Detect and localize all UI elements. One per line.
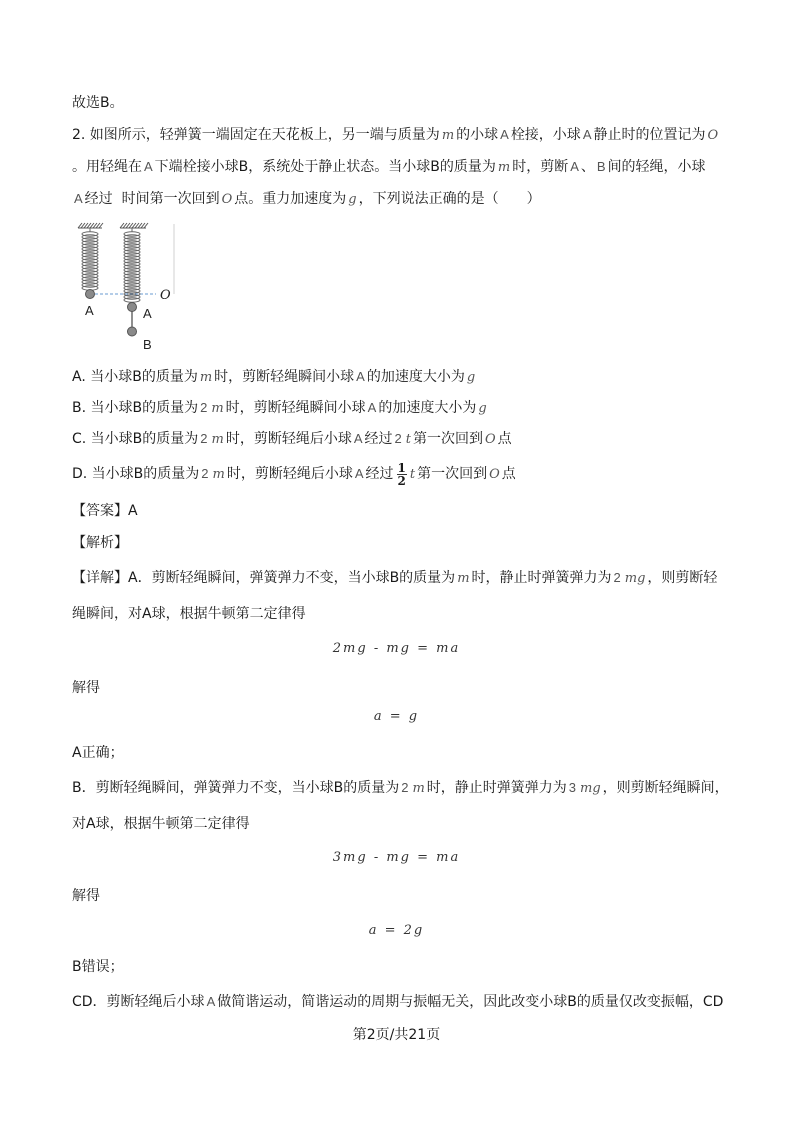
- text-run: 时，剪断轻绳瞬间小球: [225, 400, 366, 416]
- question-stem-line-2: [72, 157, 706, 178]
- text-run: 时，剪断轻绳后小球: [226, 466, 353, 482]
- fraction-numerator: 1: [397, 460, 406, 475]
- text-run: 间的轻绳，小球: [607, 159, 706, 175]
- math-symbol: A: [500, 127, 509, 142]
- math-variable: m: [412, 781, 425, 796]
- text-run: 时，静止时弹簧弹力为: [426, 780, 567, 796]
- analysis-a-result: a = g: [373, 709, 420, 724]
- text-run: 下端栓接小球B，系统处于静止状态。当小球B的质量为: [154, 159, 496, 175]
- left-ball-a-label: A: [85, 303, 94, 318]
- left-ceiling-hatch: [78, 223, 103, 228]
- text-run: 经过: [365, 466, 394, 482]
- text-run: 。用轻绳在: [72, 159, 142, 175]
- text-run: ，则剪断轻: [647, 570, 718, 586]
- math-variable: m: [457, 571, 470, 586]
- ball-b-label: B: [143, 337, 152, 352]
- math-symbol: A: [144, 159, 153, 174]
- math-variable: g: [348, 192, 357, 207]
- text-run: 第一次回到: [417, 466, 488, 482]
- analysis-b-line-1: [72, 778, 729, 799]
- fraction: [397, 462, 407, 487]
- page-number-footer: 第2页/共21页: [352, 1027, 441, 1043]
- text-run: B. 当小球B的质量为: [72, 400, 199, 416]
- math-symbol: A: [582, 127, 592, 142]
- option-d: [72, 460, 516, 489]
- text-run: 第一次回到: [412, 431, 483, 447]
- right-ball-a-label: A: [143, 306, 152, 321]
- math-symbol: A: [354, 466, 364, 481]
- math-symbol: 2: [613, 570, 621, 585]
- text-run: ，则剪断轻绳瞬间，: [602, 780, 729, 796]
- analysis-a-equation: 2mg - mg = ma: [332, 641, 461, 656]
- analysis-a-line-1: [72, 568, 717, 589]
- answer-label: 【答案】A: [72, 503, 138, 519]
- math-symbol: A: [353, 431, 363, 446]
- math-variable: m: [497, 160, 511, 175]
- option-b: [72, 398, 489, 419]
- text-run: 点。重力加速度为: [234, 191, 347, 207]
- text-run: 点: [497, 431, 512, 447]
- math-variable: mg: [624, 571, 646, 586]
- math-symbol: 2: [401, 780, 409, 795]
- text-run: 2. 如图所示，轻弹簧一端固定在天花板上，另一端与质量为: [72, 127, 440, 143]
- math-variable: m: [441, 128, 455, 143]
- analysis-a-verdict: A正确；: [72, 745, 124, 761]
- text-run: 【详解】A．剪断轻绳瞬间，弹簧弹力不变，当小球B的质量为: [72, 570, 456, 586]
- text-run: 经过: [364, 431, 393, 447]
- text-run: 静止时的位置记为: [593, 127, 706, 143]
- text-run: 、: [580, 159, 595, 175]
- analysis-b-solve-label: 解得: [72, 888, 100, 904]
- question-stem-line-1: [72, 125, 720, 146]
- text-run: 时，剪断轻绳瞬间小球: [214, 369, 355, 385]
- math-variable: O: [707, 128, 719, 143]
- text-run: B．剪断轻绳瞬间，弹簧弹力不变，当小球B的质量为: [72, 780, 400, 796]
- text-run: 时，剪断: [512, 159, 569, 175]
- text-run: D. 当小球B的质量为: [72, 466, 200, 482]
- math-symbol: 3: [568, 780, 577, 795]
- right-ball-a: [128, 303, 137, 312]
- analysis-heading: 【解析】: [72, 535, 128, 551]
- right-ceiling-hatch: [120, 223, 148, 228]
- text-run: 栓接，小球: [510, 127, 581, 143]
- math-variable: O: [489, 467, 500, 482]
- analysis-b-line-2: 对A球，根据牛顿第二定律得: [72, 816, 250, 832]
- math-variable: m: [211, 432, 224, 447]
- right-spring-system: [120, 223, 152, 352]
- previous-answer-conclusion: 故选B。: [72, 95, 124, 111]
- text-run: 时，剪断轻绳后小球: [225, 431, 352, 447]
- right-spring-coil: [124, 232, 140, 302]
- math-symbol: 2: [394, 431, 402, 446]
- math-variable: mg: [580, 781, 601, 796]
- analysis-cd-line-1: [72, 992, 723, 1012]
- question-stem-line-3: [72, 189, 541, 210]
- math-variable: m: [199, 370, 213, 385]
- option-a: [72, 367, 477, 388]
- ball-b: [128, 327, 137, 336]
- math-symbol: 2: [201, 466, 209, 481]
- text-run: 做简谐运动，简谐运动的周期与振幅无关，因此改变小球B的质量仅改变振幅，CD: [217, 994, 724, 1010]
- text-run: ，下列说法正确的是（ ）: [358, 191, 541, 207]
- math-symbol: A: [206, 994, 216, 1009]
- math-variable: O: [221, 192, 233, 207]
- math-symbol: 2: [200, 431, 208, 446]
- math-variable: g: [478, 401, 487, 416]
- math-symbol: B: [596, 159, 606, 174]
- left-ball-a: [86, 290, 95, 299]
- math-variable: m: [212, 467, 225, 482]
- analysis-a-solve-label: 解得: [72, 680, 100, 696]
- left-spring-system: [78, 223, 103, 318]
- math-symbol: A: [74, 191, 83, 206]
- math-symbol: A: [367, 400, 377, 415]
- analysis-a-line-2: 绳瞬间，对A球，根据牛顿第二定律得: [72, 606, 306, 622]
- text-run: C. 当小球B的质量为: [72, 431, 199, 447]
- equilibrium-point-label: O: [160, 288, 171, 303]
- text-run: 经过 时间第一次回到: [84, 191, 220, 207]
- analysis-b-result: a = 2g: [368, 923, 425, 938]
- math-symbol: A: [356, 369, 365, 384]
- math-variable: t: [409, 467, 416, 482]
- text-run: 的加速度大小为: [366, 369, 465, 385]
- math-variable: m: [211, 401, 224, 416]
- analysis-b-equation: 3mg - mg = ma: [332, 850, 461, 865]
- text-run: 的加速度大小为: [378, 400, 477, 416]
- spring-ball-figure: [70, 218, 185, 358]
- math-symbol: A: [570, 159, 579, 174]
- text-run: CD．剪断轻绳后小球: [72, 994, 205, 1010]
- text-run: 的小球: [456, 127, 499, 143]
- text-run: 点: [501, 466, 516, 482]
- math-variable: t: [405, 432, 411, 447]
- analysis-b-verdict: B错误；: [72, 959, 124, 975]
- fraction-denominator: 2: [397, 473, 406, 488]
- math-variable: g: [466, 370, 476, 385]
- math-symbol: 2: [200, 400, 208, 415]
- text-run: 时，静止时弹簧弹力为: [471, 570, 612, 586]
- option-c: [72, 429, 512, 450]
- math-variable: O: [484, 432, 496, 447]
- left-spring-coil: [82, 232, 98, 290]
- text-run: A. 当小球B的质量为: [72, 369, 198, 385]
